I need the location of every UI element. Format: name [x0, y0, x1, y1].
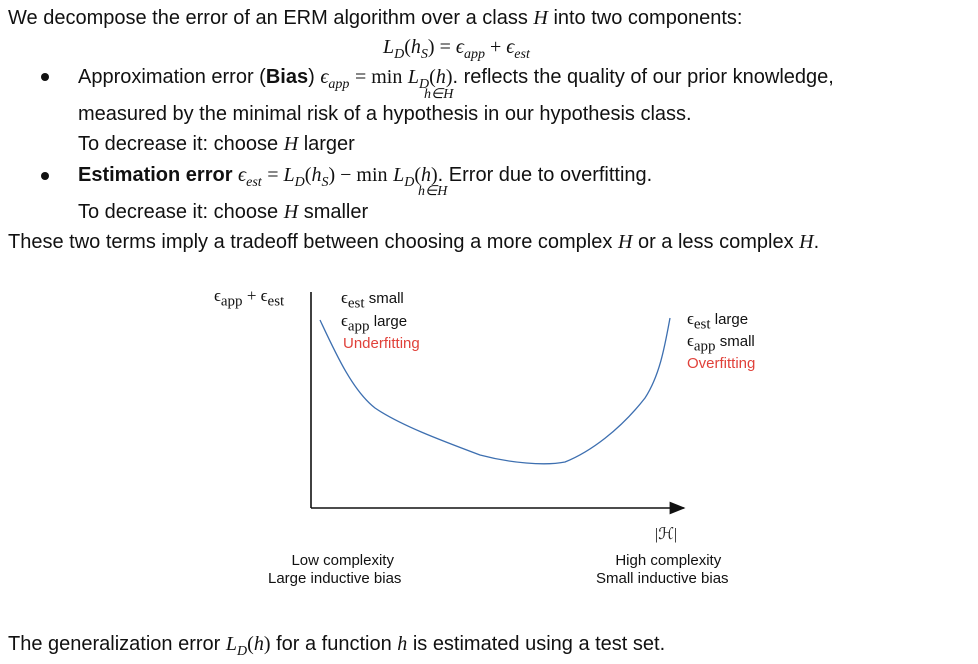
bullet1-line2: measured by the minimal risk of a hypothesis in our hypothesis class.: [78, 103, 692, 125]
intro-var-h: H: [533, 7, 548, 29]
bullet2-min-subscript: h∈H: [418, 184, 448, 199]
main-equation: $L_D(h_S) = \epsilon_{app} + \epsilon_{est}$: [383, 36, 530, 62]
bullet1-line3: To decrease it: choose H larger: [78, 133, 355, 155]
y-axis-label: $\epsilon_{app} + \epsilon_{est}$: [214, 286, 285, 310]
footer-line: The generalization error $L_D(h)$ for a function h is estimated using a test set.: [8, 633, 666, 659]
left-app-label: $\epsilon_{app}$ large: [341, 311, 408, 335]
bullet1-min-subscript: h∈H: [424, 87, 454, 102]
intro-text: We decompose the error of an ERM algorithm over a class: [8, 7, 528, 29]
bullet1-line1: Approximation error (Bias) $\epsilon_{app} = \min L_D(h)$. reflects the quality of our prior knowledge,: [78, 66, 834, 92]
right-est-label: $\epsilon_{est}$ large: [687, 309, 749, 333]
high-complexity-caption: High complexity Small inductive bias: [596, 552, 729, 587]
x-axis-label: |ℋ|: [655, 526, 678, 543]
underfitting-label: Underfitting: [343, 335, 420, 352]
bullet2-line1: Estimation error $\epsilon_{est} = L_D(h_S) - \min L_D(h)$. Error due to overfitting.: [78, 164, 653, 190]
left-est-label: $\epsilon_{est}$ small: [341, 288, 404, 312]
bullet2-line2: To decrease it: choose H smaller: [78, 201, 369, 223]
low-complexity-caption: Low complexity Large inductive bias: [268, 552, 402, 587]
overfitting-label: Overfitting: [687, 355, 756, 372]
intro-text-2: into two components:: [553, 7, 743, 29]
tradeoff-line: These two terms imply a tradeoff between choosing a more complex H or a less complex H.: [8, 231, 820, 253]
right-app-label: $\epsilon_{app}$ small: [687, 331, 755, 355]
